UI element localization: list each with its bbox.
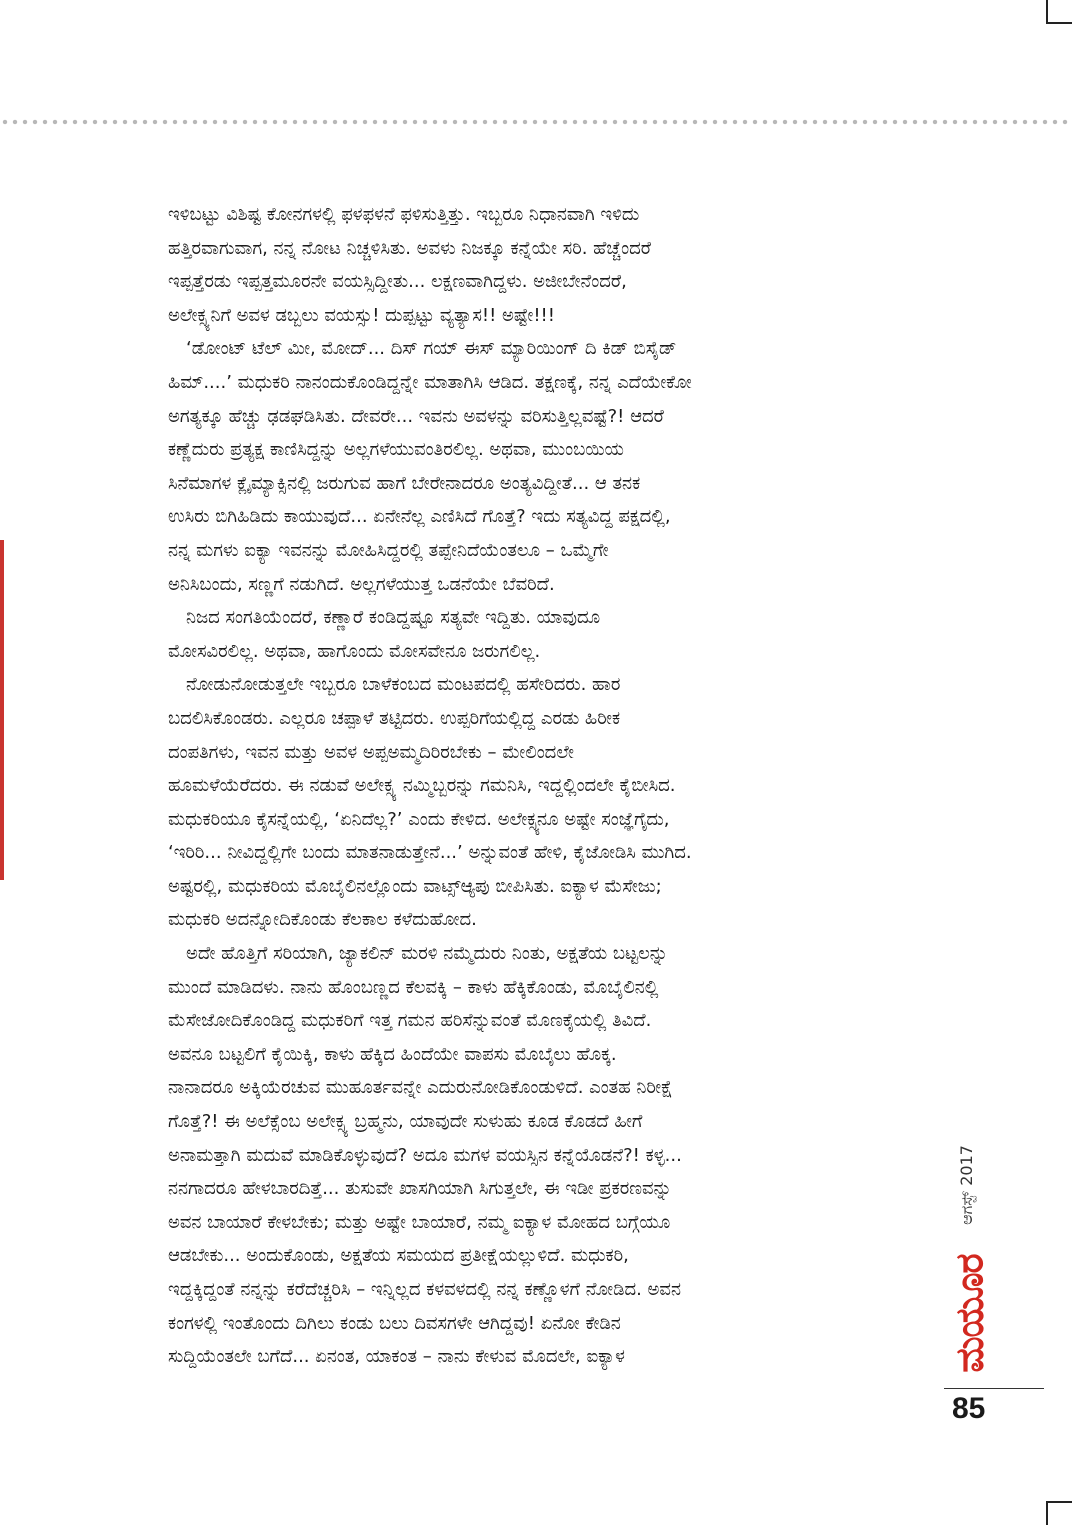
text-line: ಇದ್ದಕ್ಕಿದ್ದಂತೆ ನನ್ನನ್ನು ಕರೆದೆಚ್ಚರಿಸಿ – ಇನ್ನಿಲ್ಲದ ಕಳವಳದಲ್ಲಿ ನನ್ನ ಕಣ್ಣೊಳಗೆ ನೋಡಿದ. ಅವನ [168, 1279, 681, 1300]
text-line: ಮಧುಕರಿಯೂ ಕೈಸನ್ನೆಯಲ್ಲಿ, ‘ಏನಿದೆಲ್ಲ?’ ಎಂದು ಕೇಳಿದ. ಅಲೇಕ್ಸ್ಯನೂ ಅಷ್ಟೇ ಸಂಜ್ಞೆಗೈದು, [168, 808, 670, 830]
text-line: ಕಂಗಳಲ್ಲಿ ಇಂತೊಂದು ದಿಗಿಲು ಕಂಡು ಬಲು ದಿವಸಗಳೇ ಆಗಿದ್ದವು! ಏನೋ ಕೇಡಿನ [168, 1312, 621, 1334]
text-line: ನನ್ನ ಮಗಳು ಐಕ್ಯಾ ಇವನನ್ನು ಮೋಹಿಸಿದ್ದರಲ್ಲಿ ತಪ್ಪೇನಿದೆಯೆಂತಲೂ – ಒಮ್ಮೆಗೇ [168, 539, 609, 561]
text-line: ಮುಂದೆ ಮಾಡಿದಳು. ನಾನು ಹೊಂಬಣ್ಣದ ಕೆಲವಕ್ಕಿ – ಕಾಳು ಹೆಕ್ಕಿಕೊಂಡು, ಮೊಬೈಲಿನಲ್ಲಿ [168, 976, 659, 998]
text-line: ಅವನ ಬಾಯಾರೆ ಕೇಳಬೇಕು; ಮತ್ತು ಅಷ್ಟೇ ಬಾಯಾರೆ, ನಮ್ಮ ಐಕ್ಯಾಳ ಮೋಹದ ಬಗ್ಗೆಯೂ [168, 1211, 671, 1233]
text-line: ಮೋಸವಿರಲಿಲ್ಲ. ಅಥವಾ, ಹಾಗೊಂದು ಮೋಸವೇನೂ ಜರುಗಲಿಲ್ಲ. [168, 640, 541, 662]
text-line: ಸುದ್ದಿಯೆಂತಲೇ ಬಗೆದೆ... ಏನಂತ, ಯಾಕಂತ – ನಾನು ಕೇಳುವ ಮೊದಲೇ, ಐಕ್ಯಾಳ [168, 1346, 625, 1368]
text-line: ‘ಇರಿರಿ... ನೀವಿದ್ದಲ್ಲಿಗೇ ಬಂದು ಮಾತನಾಡುತ್ತೇನೆ...’ ಅನ್ನುವಂತೆ ಹೇಳಿ, ಕೈಜೋಡಿಸಿ ಮುಗಿದ. [168, 842, 692, 864]
text-line: ಹತ್ತಿರವಾಗುವಾಗ, ನನ್ನ ನೋಟ ನಿಚ್ಚಳಿಸಿತು. ಅವಳು ನಿಜಕ್ಕೂ ಕನ್ನೆಯೇ ಸರಿ. ಹೆಚ್ಚೆಂದರೆ [168, 237, 651, 259]
left-edge-bleed [0, 540, 4, 880]
text-line: ದಂಪತಿಗಳು, ಇವನ ಮತ್ತು ಅವಳ ಅಪ್ಪಅಮ್ಮದಿರಿರಬೇಕು – ಮೇಲಿಂದಲೇ [168, 741, 574, 763]
text-line: ಮಧುಕರಿ ಅದನ್ನೋದಿಕೊಂಡು ಕೆಲಕಾಲ ಕಳೆದುಹೋದ. [168, 909, 477, 931]
text-line: ಕಣ್ಣೆದುರು ಪ್ರತ್ಯಕ್ಷ ಕಾಣಿಸಿದ್ದನ್ನು ಅಲ್ಲಗಳೆಯುವಂತಿರಲಿಲ್ಲ. ಅಥವಾ, ಮುಂಬಯಿಯ [168, 439, 624, 461]
text-line: ಹೂಮಳೆಯೆರೆದರು. ಈ ನಡುವೆ ಅಲೇಕ್ಸ್ಯ ನಮ್ಮಿಬ್ಬರನ್ನು ಗಮನಿಸಿ, ಇದ್ದಲ್ಲಿಂದಲೇ ಕೈಬೀಸಿದ. [168, 775, 676, 797]
paragraph [168, 937, 928, 1374]
text-line: ಇಳಿಬಟ್ಟು ವಿಶಿಷ್ಟ ಕೋನಗಳಲ್ಲಿ ಫಳಫಳನೆ ಫಳಿಸುತ್ತಿತ್ತು. ಇಬ್ಬರೂ ನಿಧಾನವಾಗಿ ಇಳಿದು [168, 204, 640, 225]
text-line: ಹಿಮ್....’ ಮಧುಕರಿ ನಾನಂದುಕೊಂಡಿದ್ದನ್ನೇ ಮಾತಾಗಿಸಿ ಆಡಿದ. ತಕ್ಷಣಕ್ಕೆ, ನನ್ನ ಎದೆಯೇಕೋ [168, 371, 692, 393]
text-line: ಸಿನೆಮಾಗಳ ಕ್ಲೈಮ್ಯಾಕ್ಸಿನಲ್ಲಿ ಜರುಗುವ ಹಾಗೆ ಬೇರೇನಾದರೂ ಅಂತ್ಯವಿದ್ದೀತೆ... ಆ ತನಕ [168, 472, 641, 494]
text-line: ಆಡಬೇಕು... ಅಂದುಕೊಂಡು, ಅಕ್ಷತೆಯ ಸಮಯದ ಪ್ರತೀಕ್ಷೆಯಲ್ಲುಳಿದೆ. ಮಧುಕರಿ, [168, 1245, 629, 1267]
page-number: 85 [952, 1392, 986, 1425]
text-line: ನೋಡುನೋಡುತ್ತಲೇ ಇಬ್ಬರೂ ಬಾಳೆಕಂಬದ ಮಂಟಪದಲ್ಲಿ ಹಸೇರಿದರು. ಹಾರ [186, 674, 621, 696]
text-line: ಉಸಿರು ಬಿಗಿಹಿಡಿದು ಕಾಯುವುದೆ... ಏನೇನೆಲ್ಲ ಎಣಿಸಿದೆ ಗೊತ್ತೆ? ಇದು ಸತ್ಯವಿದ್ದ ಪಕ್ಷದಲ್ಲಿ, [168, 506, 671, 528]
paragraph [168, 332, 928, 601]
paragraph [168, 601, 928, 668]
text-line: ನಾನಾದರೂ ಅಕ್ಕಿಯೆರಚುವ ಮುಹೂರ್ತವನ್ನೇ ಎದುರುನೋಡಿಕೊಂಡುಳಿದೆ. ಎಂತಹ ನಿರೀಕ್ಷೆ [168, 1077, 673, 1099]
text-line: ಅನಾಮತ್ತಾಗಿ ಮದುವೆ ಮಾಡಿಕೊಳ್ಳುವುದೆ? ಅದೂ ಮಗಳ ವಯಸ್ಸಿನ ಕನ್ನೆಯೊಡನೆ?! ಕಳ್ಳ... [168, 1144, 682, 1166]
text-line: ಅನಿಸಿಬಂದು, ಸಣ್ಣಗೆ ನಡುಗಿದೆ. ಅಲ್ಲಗಳೆಯುತ್ತ ಒಡನೆಯೇ ಬೆವರಿದೆ. [168, 573, 555, 595]
magazine-name: ಮಯೂರ [947, 1253, 992, 1373]
paragraph [168, 198, 928, 332]
crop-mark-top [1046, 0, 1072, 24]
paragraph [168, 668, 928, 937]
text-line: ಇಪ್ಪತ್ತೆರಡು ಇಪ್ಪತ್ತಮೂರನೇ ವಯಸ್ಸಿದ್ದೀತು... ಲಕ್ಷಣವಾಗಿದ್ದಳು. ಅಜೀಬೇನೆಂದರೆ, [168, 271, 627, 293]
text-line: ಅಗತ್ಯಕ್ಕೂ ಹೆಚ್ಚು ಢಡಘಡಿಸಿತು. ದೇವರೇ... ಇವನು ಅವಳನ್ನು ವರಿಸುತ್ತಿಲ್ಲವಷ್ಟೆ?! ಆದರೆ [168, 405, 664, 427]
issue-label [952, 1125, 982, 1245]
text-line: ಅವನೂ ಬಟ್ಟಲಿಗೆ ಕೈಯಿಕ್ಕಿ, ಕಾಳು ಹೆಕ್ಕಿದ ಹಿಂದೆಯೇ ವಾಪಸು ಮೊಬೈಲು ಹೊಕ್ಕ. [168, 1043, 617, 1065]
text-line: ಮೆಸೇಜೋದಿಕೊಂಡಿದ್ದ ಮಧುಕರಿಗೆ ಇತ್ತ ಗಮನ ಹರಿಸೆನ್ನುವಂತೆ ಮೊಣಕೈಯಲ್ಲಿ ತಿವಿದೆ. [168, 1010, 652, 1032]
text-line: ನನಗಾದರೂ ಹೇಳಬಾರದಿತ್ತೆ... ತುಸುವೇ ಖಾಸಗಿಯಾಗಿ ಸಿಗುತ್ತಲೇ, ಈ ಇಡೀ ಪ್ರಕರಣವನ್ನು [168, 1178, 672, 1200]
page-number-rule [944, 1388, 1044, 1389]
text-line: ಗೊತ್ತೆ?! ಈ ಅಲೆಕ್ಸೆಂಬ ಅಲೇಕ್ಸ್ಯ ಬ್ರಹ್ಮನು, ಯಾವುದೇ ಸುಳುಹು ಕೂಡ ಕೊಡದೆ ಹೀಗೆ [168, 1111, 643, 1133]
dotted-header-rule [0, 119, 1072, 125]
text-line: ನಿಜದ ಸಂಗತಿಯೆಂದರೆ, ಕಣ್ಣಾರೆ ಕಂಡಿದ್ದಷ್ಟೂ ಸತ್ಯವೇ ಇದ್ದಿತು. ಯಾವುದೂ [186, 607, 601, 629]
text-line: ಅಲೇಕ್ಸ್ಯನಿಗೆ ಅವಳ ಡಬ್ಬಲು ವಯಸ್ಸು! ದುಪ್ಪಟ್ಟು ವ್ಯತ್ಯಾಸ!! ಅಷ್ಟೇ!!! [168, 304, 555, 326]
crop-mark-bottom [1046, 1501, 1072, 1525]
text-line: ಬದಲಿಸಿಕೊಂಡರು. ಎಲ್ಲರೂ ಚಪ್ಪಾಳೆ ತಟ್ಟಿದರು. ಉಪ್ಪರಿಗೆಯಲ್ಲಿದ್ದ ಎರಡು ಹಿರೀಕ [168, 707, 621, 729]
text-line: ಅದೇ ಹೊತ್ತಿಗೆ ಸರಿಯಾಗಿ, ಜ್ಯಾಕಲಿನ್ ಮರಳಿ ನಮ್ಮೆದುರು ನಿಂತು, ಅಕ್ಷತೆಯ ಬಟ್ಟಲನ್ನು [186, 943, 668, 965]
article-body [168, 198, 928, 1374]
issue-date: ಆಗಸ್ಟ್ 2017 [957, 1145, 977, 1225]
magazine-logo [947, 1248, 992, 1378]
text-line: ಅಷ್ಟರಲ್ಲಿ, ಮಧುಕರಿಯ ಮೊಬೈಲಿನಲ್ಲೊಂದು ವಾಟ್ಸ್‌ಆ್ಯಪು ಬೀಪಿಸಿತು. ಐಕ್ಯಾಳ ಮೆಸೇಜು; [168, 875, 662, 897]
text-line: ‘ಡೋಂಟ್ ಟೆಲ್ ಮೀ, ಮೋದ್... ದಿಸ್ ಗಯ್ ಈಸ್ ಮ್ಯಾರಿಯಿಂಗ್ ದಿ ಕಿಡ್ ಬಿಸೈಡ್ [186, 338, 677, 360]
